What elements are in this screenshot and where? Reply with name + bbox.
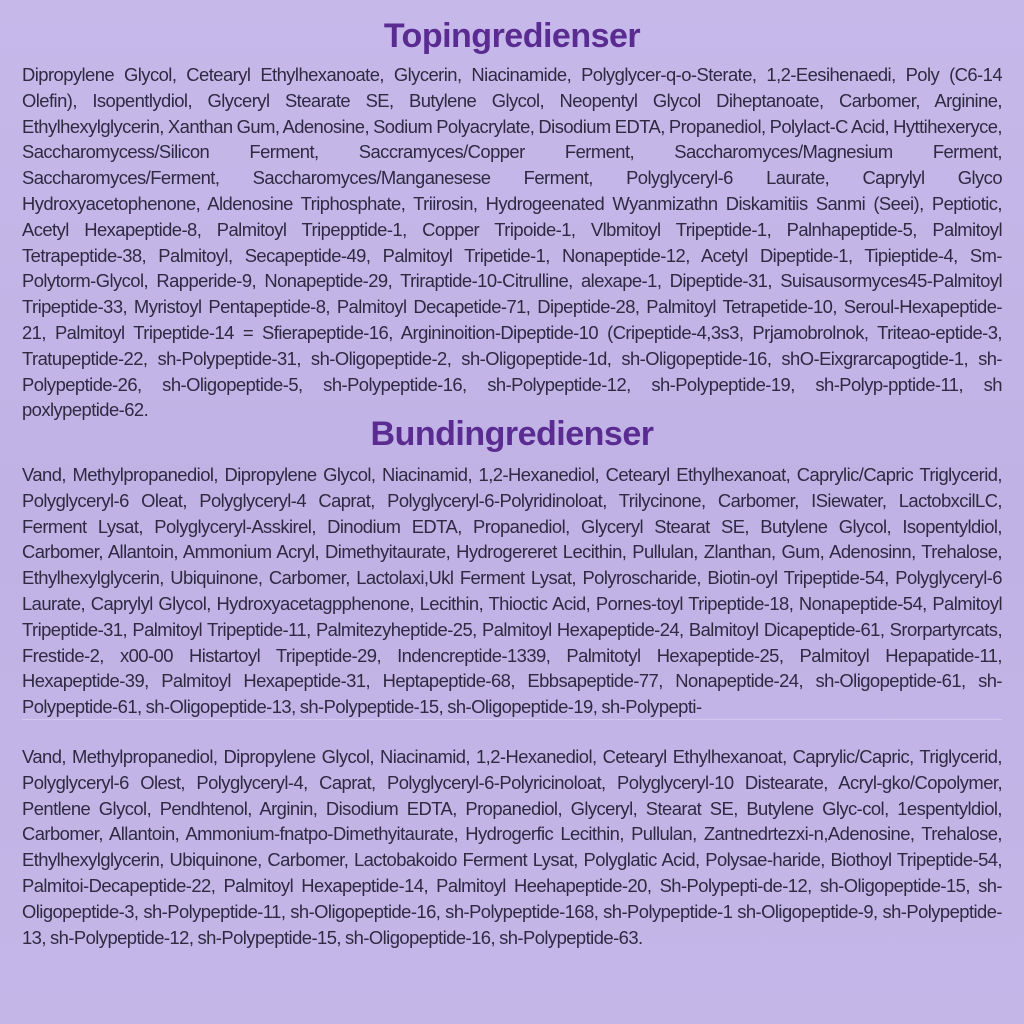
bottom-ingredients-list-2: Vand, Methylpropanediol, Dipropylene Glycol, Niacinamid, 1,2-Hexanediol, Cetearyl Ethylhexanoat, Caprylic/Capric, Triglycerid, Polyglyceryl-6 Olest, Polyglyceryl-4, Caprat, Polyglyceryl-6-Polyricinoloat, Polyglyceryl-10 Distearate, Acryl-gko/Copolymer, Pentlene Glycol, Pendhtenol, Arginin, Disodium EDTA, Propanediol, Glyceryl, Stearat SE, Butylene Glyc-col, 1espentyldiol, Carbomer, Allantoin, Ammonium-fnatpo-Dimethyitaurate, Hydrogerfic Lecithin, Pullulan, Zantnedrtezxi-n,Adenosine, Trehalose, Ethylhexylglycerin, Ubiquinone, Carbomer, Lactobakoido Ferment Lysat, Polyglatic Acid, Polysae-haride, Biothoyl Tripeptide-54, Palmitoi-Decapeptide-22, Palmitoyl Hexapeptide-14, Palmitoyl Heehapeptide-20, Sh-Polypepti-de-12, sh-Oligopeptide-15, sh-Oligopeptide-3, sh-Polypeptide-11, sh-Oligopeptide-16, sh-Polypeptide-168, sh-Polypeptide-1 sh-Oligopeptide-9, sh-Polypeptide-13, sh-Polypeptide-12, sh-Polypeptide-15, sh-Oligopeptide-16, sh-Polypeptide-63. (22, 746, 1002, 948)
top-ingredients-list: Dipropylene Glycol, Cetearyl Ethylhexanoate, Glycerin, Niacinamide, Polyglycer-q-o-Sterate, 1,2-Eesihenaedi, Poly (C6-14 Olefin), Isopentlydiol, Glyceryl Stearate SE, Butylene Glycol, Neopentyl Glycol Diheptanoate, Carbomer, Arginine, Ethylhexylglycerin, Xanthan Gum, Adenosine, Sodium Polyacrylate, Disodium EDTA, Propanediol, Polylact-C Acid, Hyttihexeryce, Saccharomycess/Silicon Ferment, Saccramyces/Copper Ferment, Saccharomyces/Magnesium Ferment, Saccharomyces/Ferment, Saccharomyces/Manganesese Ferment, Polyglyceryl-6 Laurate, Caprylyl Glyco Hydroxyacetophenone, Aldenosine Triphosphate, Triirosin, Hydrogeenated Wyanmizathn Diskamitiis Sanmi (Seei), Peptiotic, Acetyl Hexapeptide-8, Palmitoyl Tripepptide-1, Copper Tripoide-1, Vlbmitoyl Tripeptide-1, Palnhapeptide-5, Palmitoyl Tetrapeptide-38, Palmitoyl, Secapeptide-49, Palmitoyl Tripetide-1, Nonapeptide-12, Acetyl Dipeptide-1, Tipieptide-4, Sm-Polytorm-Glycol, Rapperide-9, Nonapeptide-29, Triraptide-10-Citrulline, alexape-1, Dipeptide-31, Suisausormyces45-Palmitoyl Tripeptide-33, Myristoyl Pentapeptide-8, Palmitoyl Decapetide-71, Dipeptide-28, Palmitoyl Tetrapetide-10, Seroul-Hexapeptide-21, Palmitoyl Tripeptide-14 = Sfierapeptide-16, Argininoition-Dipeptide-10 (Cripeptide-4,3s3, Prjamobrolnok, Triteao-eptide-3, Tratupeptide-22, sh-Polypeptide-31, sh-Oligopeptide-2, sh-Oligopeptide-1d, sh-Oligopeptide-16, shO-Eixgrarcapogtide-1, sh-Polypeptide-26, sh-Oligopeptide-5, sh-Polypeptide-16, sh-Polypeptide-12, sh-Polypeptide-19, sh-Polyp-pptide-11, sh poxlypeptide-62. (22, 64, 1002, 421)
top-ingredients-title: Topingredienser (383, 17, 641, 55)
bottom-ingredients-title: Bundingredienser (370, 415, 654, 453)
bottom-ingredients-list-1: Vand, Methylpropanediol, Dipropylene Glycol, Niacinamid, 1,2-Hexanediol, Cetearyl Ethylhexanoat, Caprylic/Capric Triglycerid, Polyglyceryl-6 Oleat, Polyglyceryl-4 Caprat, Polyglyceryl-6-Polyridinoloat, Trilycinone, Carbomer, ISiewater, LactobxcilLC, Ferment Lysat, Polyglyceryl-Asskirel, Dinodium EDTA, Propanediol, Glyceryl Stearat SE, Butylene Glycol, Isopentyldiol, Carbomer, Allantoin, Ammonium Acryl, Dimethyitaurate, Hydrogereret Lecithin, Pullulan, Zlanthan, Gum, Adenosinn, Trehalose, Ethylhexylglycerin, Ubiquinone, Carbomer, Lactolaxi,Ukl Ferment Lysat, Polyroscharide, Biotin-oyl Tripeptide-54, Polyglyceryl-6 Laurate, Caprylyl Glycol, Hydroxyacetagpphenone, Lecithin, Thioctic Acid, Pornes-toyl Tripeptide-18, Nonapeptide-54, Palmitoyl Tripeptide-31, Palmitoyl Tripeptide-11, Palmitezyheptide-25, Palmitoyl Hexapeptide-24, Balmitoyl Dicapeptide-61, Srorpartyrcats, Frestide-2, x00-00 Histartoyl Tripeptide-29, Indencreptide-1339, Palmitotyl Hexapeptide-25, Palmitoyl Hepapatide-11, Hexapeptide-39, Palmitoyl Hexapeptide-31, Heptapeptide-68, Ebbsapeptide-77, Nonapeptide-24, sh-Oligopeptide-61, sh-Polypeptide-61, sh-Oligopeptide-13, sh-Polypeptide-15, sh-Oligopeptide-19, sh-Polypepti- (22, 464, 1002, 718)
section-divider (22, 719, 1002, 720)
